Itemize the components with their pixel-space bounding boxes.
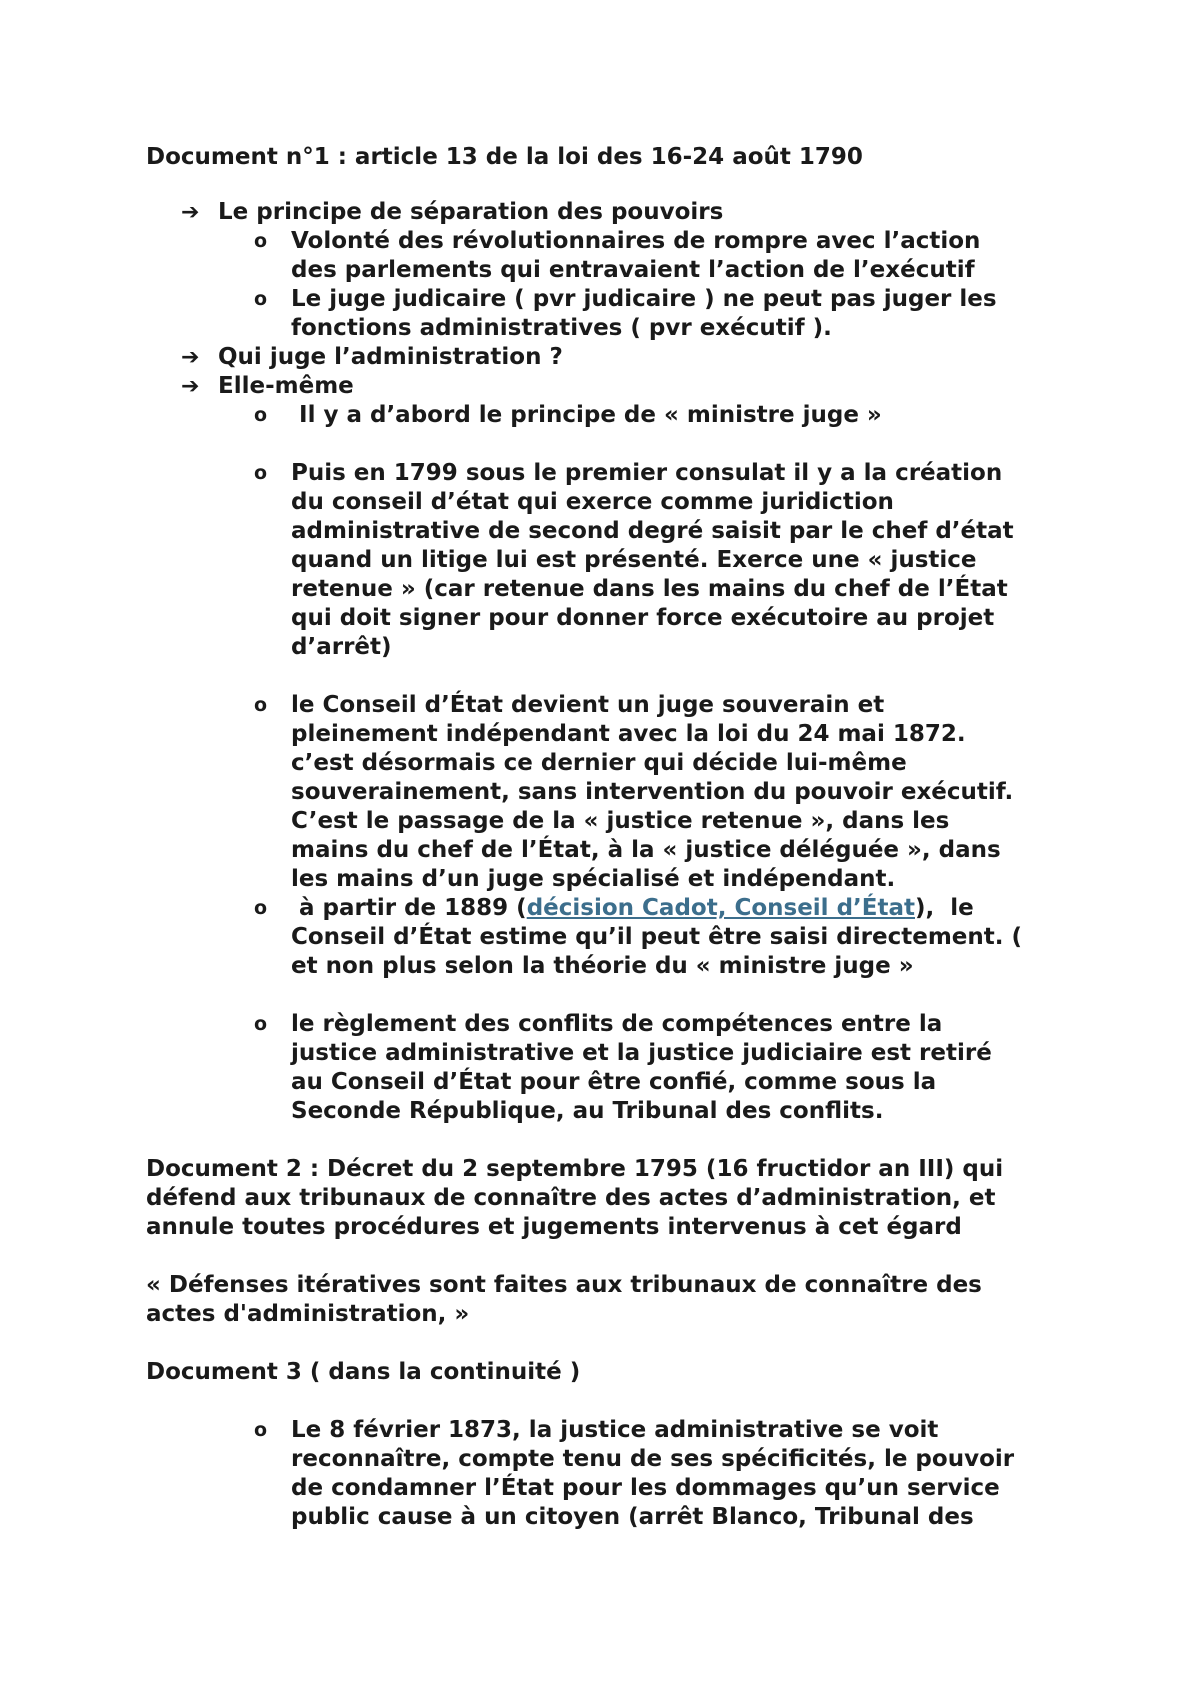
bullet-line: de condamner l’État pour les dommages qu’un service bbox=[291, 1475, 1000, 1501]
bullet-icon: o bbox=[254, 462, 268, 484]
cadot-line bbox=[291, 894, 974, 923]
arrow-item: Qui juge l’administration ? bbox=[218, 344, 563, 370]
bullet-line: public cause à un citoyen (arrêt Blanco, Tribunal des bbox=[291, 1504, 974, 1530]
doc2-quote-line: actes d'administration, » bbox=[146, 1301, 470, 1327]
bullet-line: c’est désormais ce dernier qui décide lui-même bbox=[291, 750, 907, 776]
bullet-line: et non plus selon la théorie du « ministre juge » bbox=[291, 953, 914, 979]
bullet-line: quand un litige lui est présenté. Exerce une « justice bbox=[291, 547, 977, 573]
bullet-line: justice administrative et la justice judiciaire est retiré bbox=[291, 1040, 992, 1066]
bullet-line: le règlement des conflits de compétences entre la bbox=[291, 1011, 943, 1037]
bullet-icon: o bbox=[254, 694, 268, 716]
bullet-line: du conseil d’état qui exerce comme juridiction bbox=[291, 489, 894, 515]
bullet-line: le Conseil d’État devient un juge souverain et bbox=[291, 692, 885, 718]
doc2-title-line: Document 2 : Décret du 2 septembre 1795 (16 fructidor an III) qui bbox=[146, 1156, 1004, 1182]
bullet-line: Le juge judicaire ( pvr judicaire ) ne peut pas juger les bbox=[291, 286, 997, 312]
bullet-line: retenue » (car retenue dans les mains du chef de l’État bbox=[291, 576, 1008, 602]
bullet-line: mains du chef de l’État, à la « justice déléguée », dans bbox=[291, 837, 1001, 863]
bullet-line: des parlements qui entravaient l’action de l’exécutif bbox=[291, 257, 975, 283]
bullet-line: fonctions administratives ( pvr exécutif ). bbox=[291, 315, 832, 341]
doc2-quote-line: « Défenses itératives sont faites aux tribunaux de connaître des bbox=[146, 1272, 982, 1298]
bullet-icon: o bbox=[254, 230, 268, 252]
bullet-icon: o bbox=[254, 897, 268, 919]
bullet-icon: o bbox=[254, 288, 268, 310]
bullet-line: au Conseil d’État pour être confié, comme sous la bbox=[291, 1069, 937, 1095]
arrow-icon: ➔ bbox=[181, 374, 200, 399]
bullet-line: pleinement indépendant avec la loi du 24 mai 1872. bbox=[291, 721, 966, 747]
bullet-line: administrative de second degré saisit par le chef d’état bbox=[291, 518, 1014, 544]
doc2-title-line: annule toutes procédures et jugements intervenus à cet égard bbox=[146, 1214, 962, 1240]
bullet-line: souverainement, sans intervention du pouvoir exécutif. bbox=[291, 779, 1014, 805]
arrow-item: Elle-même bbox=[218, 373, 354, 399]
cadot-prefix: à partir de 1889 ( bbox=[291, 895, 527, 921]
doc2-title-line: défend aux tribunaux de connaître des actes d’administration, et bbox=[146, 1185, 996, 1211]
arrow-item: Le principe de séparation des pouvoirs bbox=[218, 199, 724, 225]
bullet-icon: o bbox=[254, 1419, 268, 1441]
bullet-line: Puis en 1799 sous le premier consulat il y a la création bbox=[291, 460, 1003, 486]
bullet-line: les mains d’un juge spécialisé et indépendant. bbox=[291, 866, 896, 892]
cadot-suffix: ), le bbox=[915, 895, 974, 921]
bullet-line: C’est le passage de la « justice retenue », dans les bbox=[291, 808, 950, 834]
arrow-icon: ➔ bbox=[181, 200, 200, 225]
bullet-line: qui doit signer pour donner force exécutoire au projet bbox=[291, 605, 995, 631]
bullet-line: Il y a d’abord le principe de « ministre juge » bbox=[291, 402, 882, 428]
bullet-line: Seconde République, au Tribunal des conflits. bbox=[291, 1098, 884, 1124]
bullet-line: Volonté des révolutionnaires de rompre avec l’action bbox=[291, 228, 981, 254]
bullet-line: reconnaître, compte tenu de ses spécificités, le pouvoir bbox=[291, 1446, 1015, 1472]
cadot-decision-link[interactable]: décision Cadot, Conseil d’État bbox=[526, 895, 915, 921]
doc3-title: Document 3 ( dans la continuité ) bbox=[146, 1359, 581, 1385]
bullet-line: d’arrêt) bbox=[291, 634, 392, 660]
bullet-icon: o bbox=[254, 1013, 268, 1035]
arrow-icon: ➔ bbox=[181, 345, 200, 370]
bullet-icon: o bbox=[254, 404, 268, 426]
bullet-line: Conseil d’État estime qu’il peut être saisi directement. ( bbox=[291, 924, 1023, 950]
doc1-title: Document n°1 : article 13 de la loi des 16-24 août 1790 bbox=[146, 144, 863, 170]
bullet-line: Le 8 février 1873, la justice administrative se voit bbox=[291, 1417, 939, 1443]
